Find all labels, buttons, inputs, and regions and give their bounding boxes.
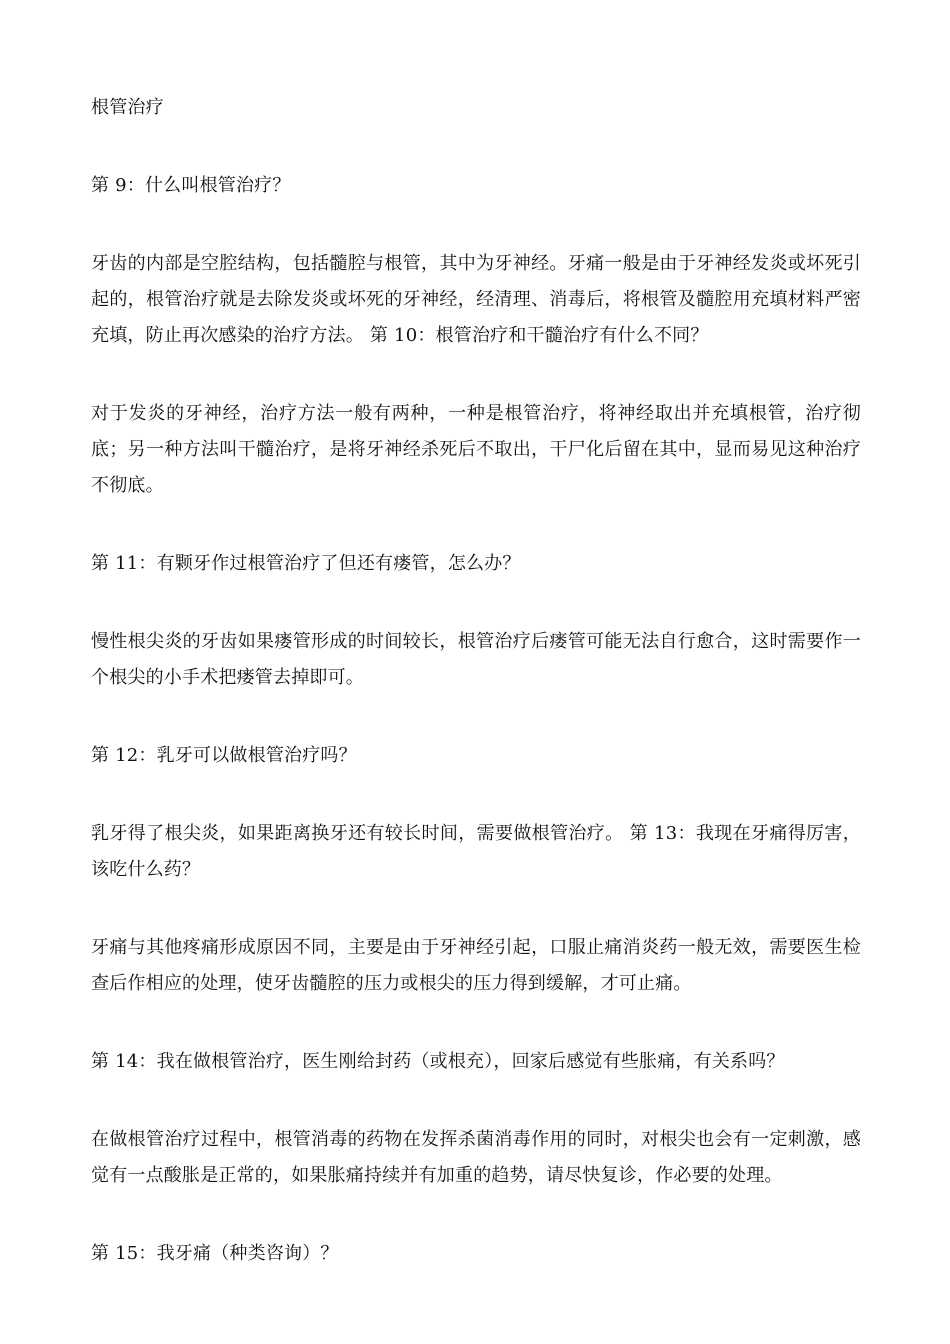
- answer-paragraph: 牙齿的内部是空腔结构，包括髓腔与根管，其中为牙神经。牙痛一般是由于牙神经发炎或坏死引起的，根管治疗就是去除发炎或坏死的牙神经，经清理、消毒后，将根管及髓腔用充填材料严密充填，防止再次感染的治疗方法。 第 10：根管治疗和干髓治疗有什么不同？: [91, 253, 861, 346]
- question-heading: 第 14：我在做根管治疗，医生刚给封药（或根充），回家后感觉有些胀痛，有关系吗？: [91, 1051, 785, 1072]
- document-page: [91, 90, 861, 1272]
- paragraph-spacer: [91, 504, 861, 546]
- paragraph-spacer: [91, 354, 861, 396]
- question-heading: 第 9：什么叫根管治疗？: [91, 175, 291, 196]
- paragraph-spacer: [91, 696, 861, 738]
- question-heading: 第 12：乳牙可以做根管治疗吗？: [91, 745, 357, 766]
- answer-paragraph: 对于发炎的牙神经，治疗方法一般有两种，一种是根管治疗，将神经取出并充填根管，治疗彻底；另一种方法叫干髓治疗，是将牙神经杀死后不取出，干尸化后留在其中，显而易见这种治疗不彻底。: [91, 403, 861, 496]
- question-heading: 第 15：我牙痛（种类咨询）？: [91, 1243, 339, 1264]
- answer-paragraph: 乳牙得了根尖炎，如果距离换牙还有较长时间，需要做根管治疗。 第 13：我现在牙痛得厉害，该吃什么药？: [91, 823, 861, 880]
- paragraph-spacer: [91, 204, 861, 246]
- answer-paragraph: 牙痛与其他疼痛形成原因不同，主要是由于牙神经引起，口服止痛消炎药一般无效，需要医生检查后作相应的处理，使牙齿髓腔的压力或根尖的压力得到缓解，才可止痛。: [91, 937, 861, 994]
- paragraph-spacer: [91, 1080, 861, 1122]
- paragraph-spacer: [91, 582, 861, 624]
- paragraph-spacer: [91, 888, 861, 930]
- answer-paragraph: 在做根管治疗过程中，根管消毒的药物在发挥杀菌消毒作用的同时，对根尖也会有一定刺激，感觉有一点酸胀是正常的，如果胀痛持续并有加重的趋势，请尽快复诊，作必要的处理。: [91, 1129, 861, 1186]
- question-heading: 第 11：有颗牙作过根管治疗了但还有瘘管，怎么办？: [91, 553, 521, 574]
- document-title: 根管治疗: [91, 97, 164, 118]
- paragraph-spacer: [91, 1002, 861, 1044]
- paragraph-spacer: [91, 1194, 861, 1236]
- paragraph-spacer: [91, 774, 861, 816]
- paragraph-spacer: [91, 126, 861, 168]
- answer-paragraph: 慢性根尖炎的牙齿如果瘘管形成的时间较长，根管治疗后瘘管可能无法自行愈合，这时需要作一个根尖的小手术把瘘管去掉即可。: [91, 631, 861, 688]
